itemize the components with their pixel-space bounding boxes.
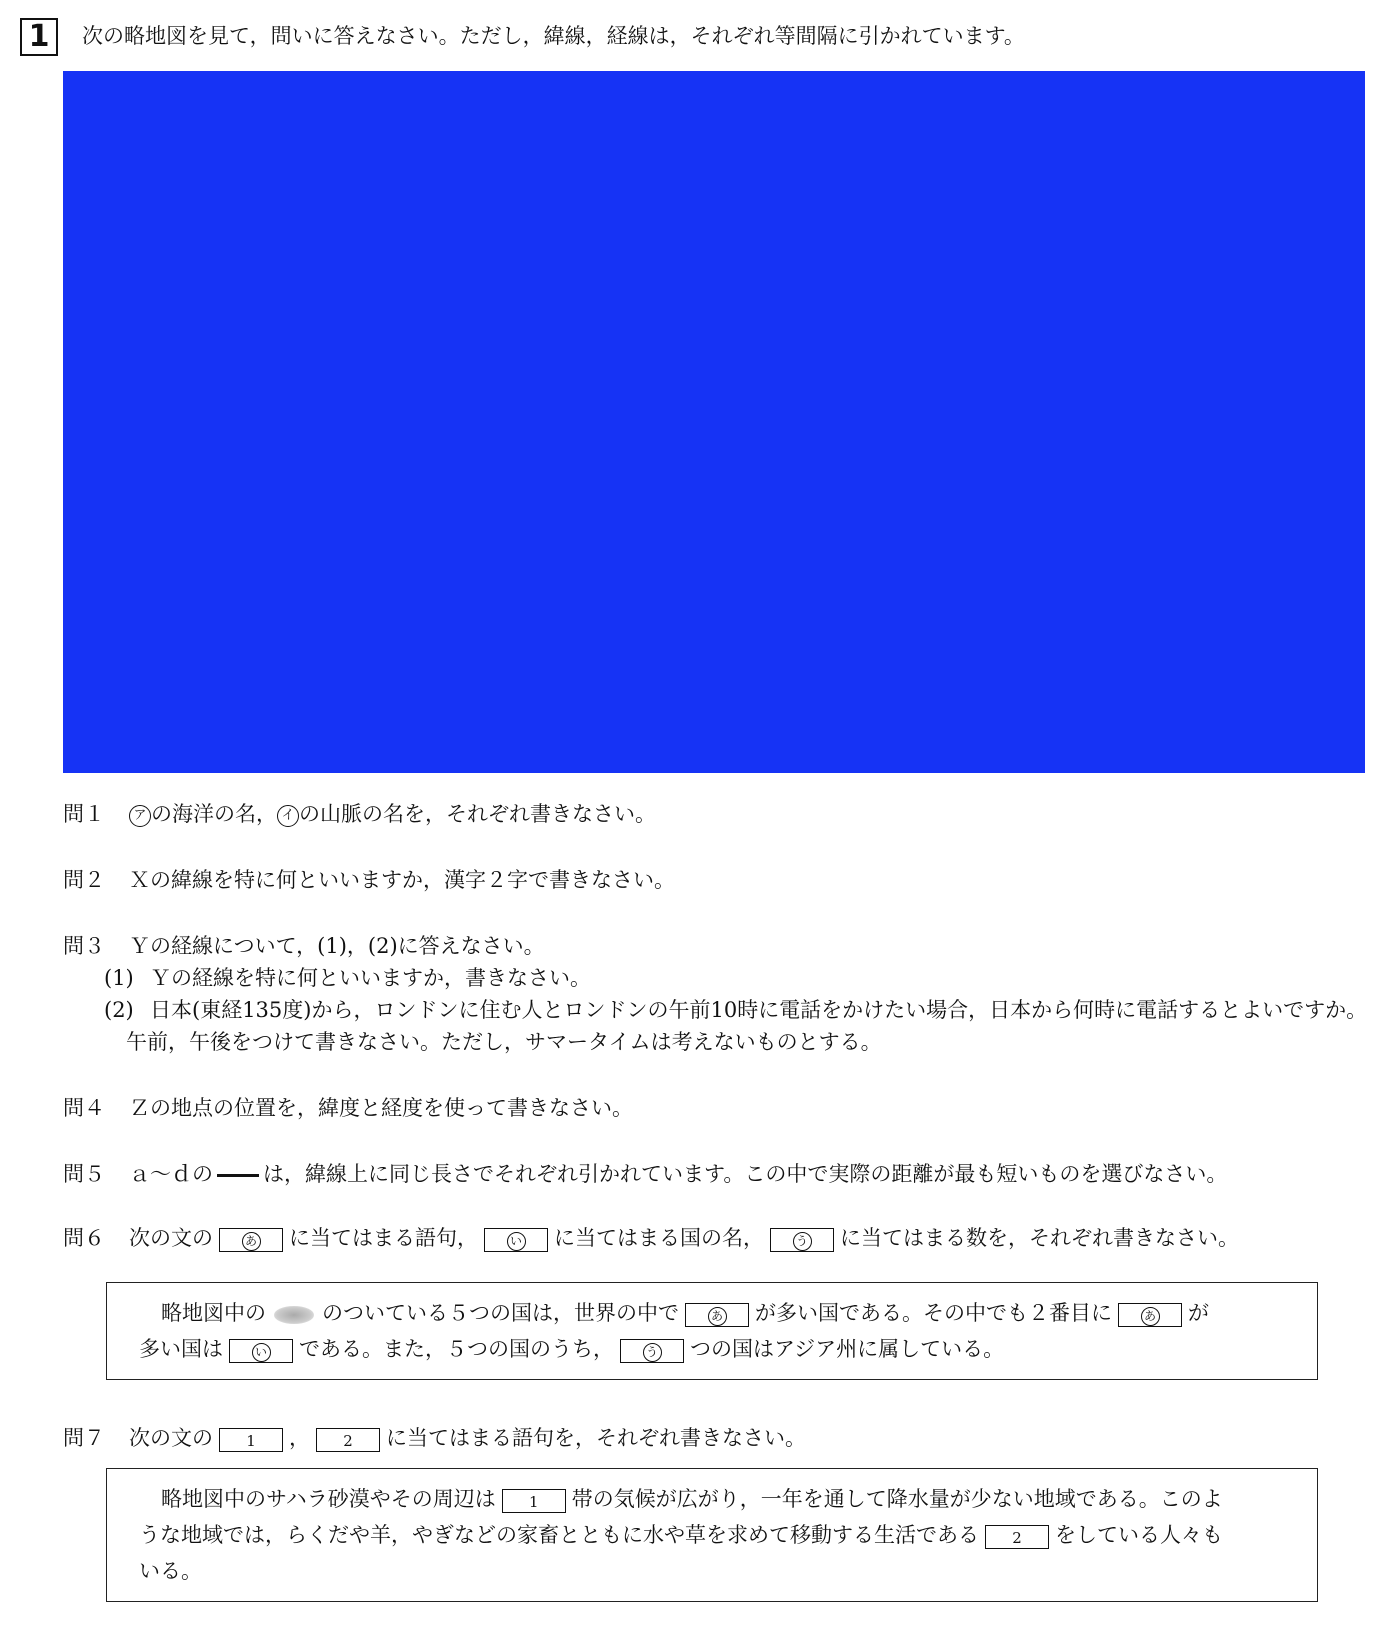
q7-sep: ，: [289, 1426, 310, 1450]
blank-1: 1: [219, 1428, 283, 1452]
q7-box-line-1: 略地図中のサハラ砂漠やその周辺は 1 帯の気候が広がり，一年を通して降水量が少ない地域である。このよ: [161, 1487, 1223, 1511]
q7-passage-box: [106, 1468, 1318, 1602]
box-blank-2: 2: [985, 1525, 1049, 1549]
line-segment-mark: [217, 1174, 259, 1177]
box-blank-u: う: [620, 1339, 684, 1363]
blank-a: あ: [219, 1228, 283, 1252]
q7-t2: に当てはまる語句を，それぞれ書きなさい。: [386, 1426, 806, 1450]
q6-box-line-2: 多い国は い である。また，５つの国のうち， う つの国はアジア州に属している。: [139, 1337, 1005, 1361]
blank-i: い: [484, 1228, 548, 1252]
q5-text-post: は，緯線上に同じ長さでそれぞれ引かれています。この中で実際の距離が最も短いものを選びなさい。: [263, 1162, 1228, 1186]
box-blank-i: い: [229, 1339, 293, 1363]
map-placeholder: [63, 71, 1365, 773]
q3-s2-text: 日本(東経135度)から，ロンドンに住む人とロンドンの午前10時に電話をかけたい場合，日本から何時に電話するとよいですか。: [150, 998, 1368, 1022]
marker-i: イ: [277, 805, 299, 827]
q3-sub-2: [104, 994, 1367, 1024]
q2-label: 問２: [63, 868, 105, 892]
q6-label: 問６: [63, 1226, 105, 1250]
q6-t4: に当てはまる数を，それぞれ書きなさい。: [840, 1226, 1239, 1250]
q7-box-line-3: いる。: [139, 1559, 202, 1583]
question-4: [63, 1092, 633, 1122]
q4-text: Ｚの地点の位置を，緯度と経度を使って書きなさい。: [129, 1096, 633, 1120]
q3-s1-text: Ｙの経線を特に何といいますか，書きなさい。: [150, 966, 591, 990]
box-blank-a-2: あ: [1118, 1303, 1182, 1327]
question-7: [63, 1422, 806, 1452]
q7-box-line-2: うな地域では，らくだや羊，やぎなどの家畜とともに水や草を求めて移動する生活である 2 をしている人々も: [139, 1523, 1223, 1547]
question-1: [63, 798, 656, 828]
q3-text: Ｙの経線について，(1)，(2)に答えなさい。: [129, 934, 545, 958]
box-blank-1: 1: [502, 1489, 566, 1513]
stipple-symbol: [274, 1306, 314, 1324]
q1-text-1: の海洋の名，: [151, 802, 277, 826]
question-6: [63, 1222, 1239, 1252]
q2-text: Ｘの緯線を特に何といいますか，漢字２字で書きなさい。: [129, 868, 675, 892]
marker-a: ア: [129, 805, 151, 827]
blank-u: う: [770, 1228, 834, 1252]
q6-t3: に当てはまる国の名，: [554, 1226, 764, 1250]
q3-label: 問３: [63, 934, 105, 958]
question-number: 1: [20, 18, 58, 56]
q5-label: 問５: [63, 1162, 105, 1186]
box-blank-a-1: あ: [685, 1303, 749, 1327]
question-2: [63, 864, 675, 894]
q4-label: 問４: [63, 1096, 105, 1120]
q5-text-pre: ａ～ｄの: [129, 1162, 213, 1186]
q7-t1: 次の文の: [129, 1426, 213, 1450]
q6-t1: 次の文の: [129, 1226, 213, 1250]
q7-label: 問７: [63, 1426, 105, 1450]
q1-label: 問１: [63, 802, 105, 826]
q3-sub-2-cont: 午前，午後をつけて書きなさい。ただし，サマータイムは考えないものとする。: [126, 1030, 882, 1054]
intro-text: 次の略地図を見て，問いに答えなさい。ただし，緯線，経線は，それぞれ等間隔に引かれています。: [82, 24, 1025, 48]
q3-s1-label: (1): [104, 966, 134, 990]
question-3: [63, 930, 545, 960]
q6-box-line-1: 略地図中の のついている５つの国は，世界の中で あ が多い国である。その中でも２番目に あ が: [161, 1301, 1209, 1325]
q6-t2: に当てはまる語句，: [289, 1226, 478, 1250]
q3-sub-1: [104, 962, 591, 992]
blank-2: 2: [316, 1428, 380, 1452]
q3-s2-label: (2): [104, 998, 134, 1022]
q6-passage-box: [106, 1282, 1318, 1380]
question-5: [63, 1158, 1227, 1188]
q1-text-2: の山脈の名を，それぞれ書きなさい。: [299, 802, 656, 826]
